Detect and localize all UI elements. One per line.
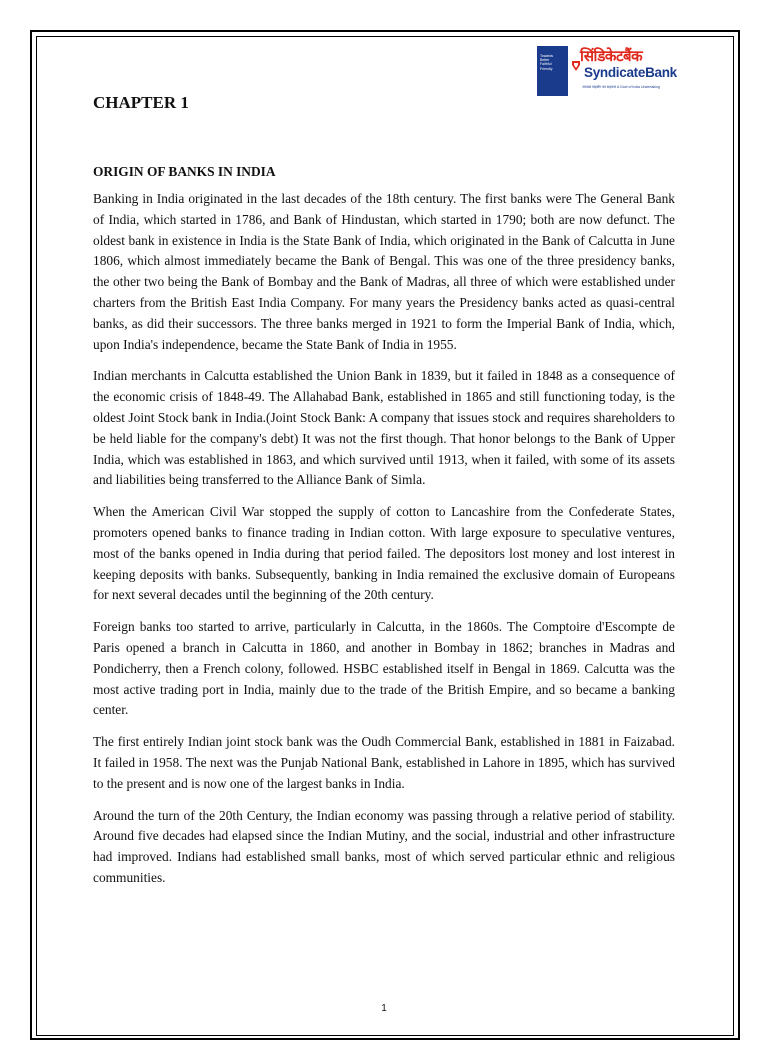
paragraph: Foreign banks too started to arrive, particularly in Calcutta, in the 1860s. The Comptoire d'Escompte de Paris opened a branch in Calcutta in 1860, and another in Bombay in 1862; branches in Madras and Pondicherry, then a French colony, followed. HSBC established itself in Bengal in 1869. Calcutta was the most active trading port in India, mainly due to the trade of the British Empire, and so became a banking center. — [93, 619, 675, 718]
paragraph: Around the turn of the 20th Century, the Indian economy was passing through a relative period of stability. Around five decades had elapsed since the Indian Mutiny, and the social, industrial and other infrastructure had improved. Indians had established small banks, most of which served particular ethnic and religious communities. — [93, 807, 675, 885]
page-number: 1 — [381, 1003, 387, 1014]
logo-tagline: आपका सहयोग का सहकार A Govt of India Undertaking — [582, 85, 660, 89]
paragraph: Banking in India originated in the last decades of the 18th century. The first banks were The General Bank of India, which started in 1786, and Bank of Hindustan, which started in 1790; both are now defunct. The oldest bank in existence in India is the State Bank of India, which originated in the Bank of Calcutta in June 1806, which almost immediately became the Bank of Bengal. This was one of the three presidency banks, the other two being the Bank of Bombay and the Bank of Madras, all three of which were established under charters from the British East India Company. For many years the Presidency banks acted as quasi-central banks, as did their successors. The three banks merged in 1921 to form the Imperial Bank of India, which, upon India's independence, became the State Bank of India in 1955. — [93, 191, 675, 352]
logo-english-text: SyndicateBank — [584, 65, 677, 80]
chapter-heading: CHAPTER 1 — [93, 93, 189, 112]
logo-side-line: Towards — [540, 54, 554, 58]
logo-side-line: Better — [540, 58, 550, 63]
paragraph: Indian merchants in Calcutta established the Union Bank in 1839, but it failed in 1848 as a consequence of the economic crisis of 1848-49. The Allahabad Bank, established in 1865 and still functioning today, is the oldest Joint Stock bank in India.(Joint Stock Bank: A company that issues stock and requires shareholders to be held liable for the company's debt) It was not the first though. That honor belongs to the Bank of Upper India, which was established in 1863, and which survived until 1913, when it failed, with some of its assets and liabilities being transferred to the Alliance Bank of Simla. — [93, 368, 675, 488]
section-title: ORIGIN OF BANKS IN INDIA — [93, 164, 276, 179]
logo-side-line: Friendly — [540, 66, 553, 71]
body-text — [93, 189, 675, 900]
syndicate-bank-logo — [537, 46, 677, 96]
logo-side-panel — [537, 46, 568, 96]
paragraph: When the American Civil War stopped the supply of cotton to Lancashire from the Confederate States, promoters opened banks to finance trading in Indian cotton. With large exposure to speculative ventures, most of the banks opened in India during that period failed. The depositors lost money and lost interest in keeping deposits with banks. Subsequently, banking in India remained the exclusive domain of Europeans for next several decades until the beginning of the 20th century. — [93, 504, 675, 603]
logo-hindi-text: सिंडिकेटबैंक — [580, 47, 643, 65]
logo-main — [568, 46, 677, 96]
paragraph: The first entirely Indian joint stock bank was the Oudh Commercial Bank, established in 1881 in Faizabad. It failed in 1958. The next was the Punjab National Bank, established in Lahore in 1895, which has survived to the present and is now one of the largest banks in India. — [93, 734, 675, 791]
logo-side-line: Faithful — [540, 62, 552, 67]
